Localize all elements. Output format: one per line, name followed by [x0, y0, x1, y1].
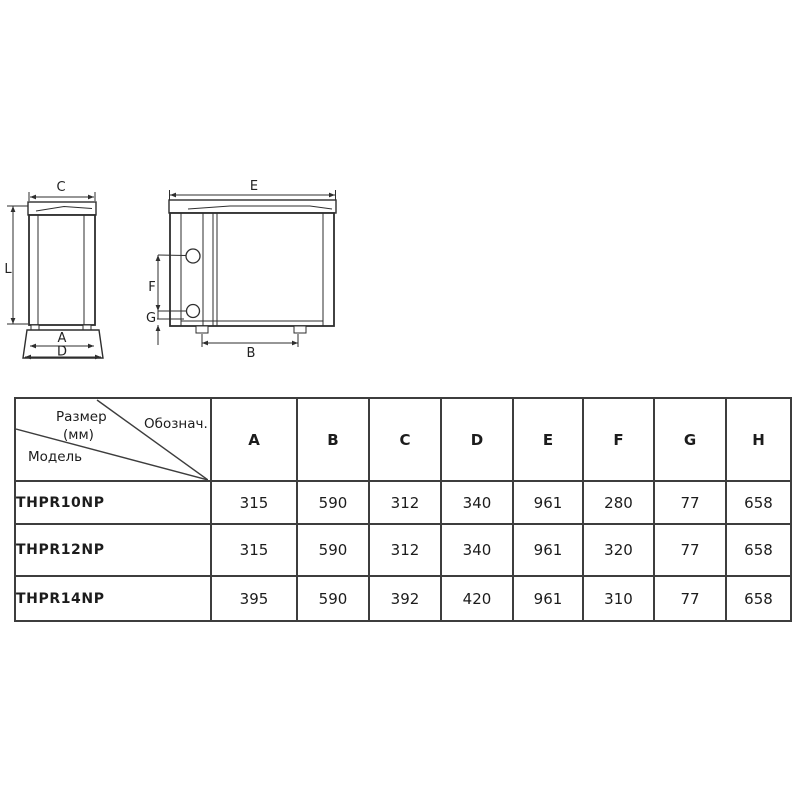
value-cell: 340 [441, 481, 513, 524]
value-cell: 340 [441, 524, 513, 576]
value-cell: 312 [369, 524, 441, 576]
value-cell: 420 [441, 576, 513, 621]
upper-pipe-port [186, 249, 200, 263]
value-cell: 310 [583, 576, 654, 621]
value-cell: 77 [654, 576, 726, 621]
model-cell: THPR10NP [15, 481, 211, 524]
value-cell: 77 [654, 524, 726, 576]
front-foot [196, 326, 208, 333]
corner-designation-label: Обознач. [144, 416, 208, 432]
dim-label-f: F [148, 280, 156, 295]
side-foot [83, 325, 91, 330]
side-body [29, 215, 95, 325]
dim-label-l: L [4, 262, 12, 277]
side-view-drawing [4, 180, 103, 360]
value-cell: 280 [583, 481, 654, 524]
value-cell: 77 [654, 481, 726, 524]
dim-label-a: A [57, 331, 67, 346]
technical-drawing [0, 0, 400, 380]
value-cell: 961 [513, 481, 583, 524]
dim-label-c: C [56, 180, 66, 195]
model-cell: THPR14NP [15, 576, 211, 621]
corner-unit-label: (мм) [63, 427, 94, 443]
value-cell: 961 [513, 576, 583, 621]
model-cell: THPR12NP [15, 524, 211, 576]
col-header-a: A [211, 398, 297, 481]
table-row [15, 524, 791, 576]
table-row [15, 576, 791, 621]
value-cell: 315 [211, 524, 297, 576]
value-cell: 320 [583, 524, 654, 576]
col-header-d: D [441, 398, 513, 481]
col-header-h: H [726, 398, 791, 481]
dim-label-e: E [249, 179, 259, 194]
value-cell: 658 [726, 524, 791, 576]
col-header-b: B [297, 398, 369, 481]
col-header-c: C [369, 398, 441, 481]
table-row [15, 481, 791, 524]
front-view-drawing [146, 179, 336, 361]
front-foot [294, 326, 306, 333]
corner-diagonal-lines [16, 399, 208, 480]
value-cell: 392 [369, 576, 441, 621]
value-cell: 315 [211, 481, 297, 524]
dim-label-b: B [246, 346, 256, 361]
value-cell: 658 [726, 576, 791, 621]
corner-size-label: Размер [56, 409, 107, 425]
col-header-g: G [654, 398, 726, 481]
dimensions-table [14, 397, 792, 622]
lower-pipe-port [187, 305, 200, 318]
value-cell: 590 [297, 576, 369, 621]
dim-label-g: G [145, 311, 157, 326]
value-cell: 590 [297, 481, 369, 524]
value-cell: 590 [297, 524, 369, 576]
port-leader-line [158, 255, 186, 256]
table-corner-cell [15, 398, 211, 481]
dim-label-d: D [56, 344, 68, 360]
side-foot [31, 325, 39, 330]
value-cell: 395 [211, 576, 297, 621]
value-cell: 312 [369, 481, 441, 524]
corner-model-label: Модель [28, 449, 83, 465]
value-cell: 658 [726, 481, 791, 524]
col-header-e: E [513, 398, 583, 481]
col-header-f: F [583, 398, 654, 481]
value-cell: 961 [513, 524, 583, 576]
